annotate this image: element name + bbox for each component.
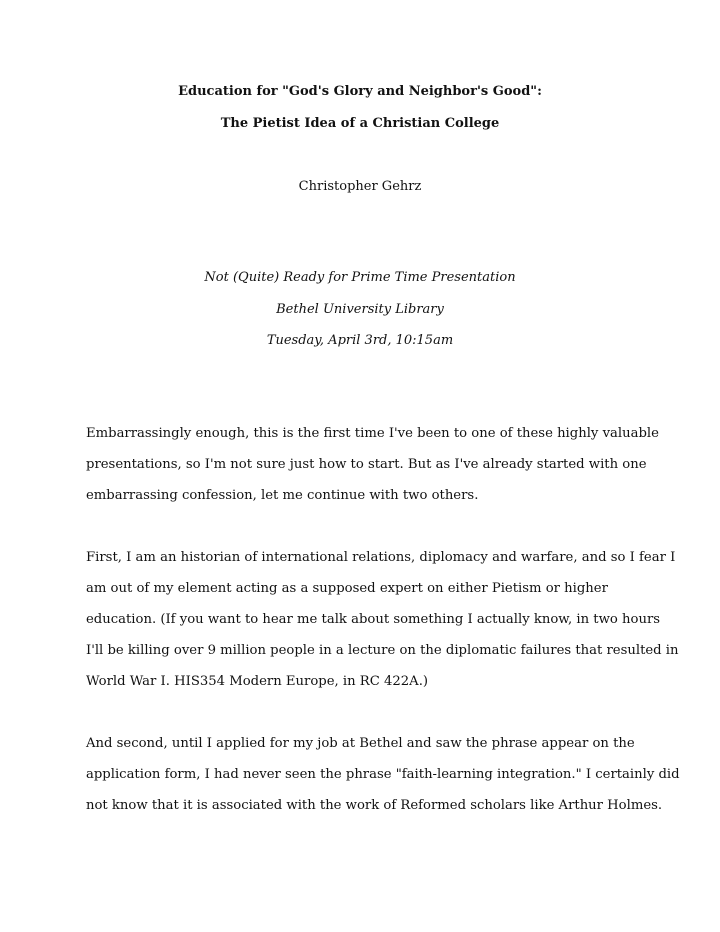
paragraph-2-line-4: I'll be killing over 9 million people in a lecture on the diplomatic failures that resulted in	[86, 643, 679, 658]
paragraph-3-line-2: application form, I had never seen the phrase "faith-learning integration." I certainly did	[86, 767, 680, 782]
paragraph-3-line-3: not know that it is associated with the work of Reformed scholars like Arthur Holmes.	[86, 798, 663, 813]
venue-date: Tuesday, April 3rd, 10:15am	[266, 333, 454, 348]
paragraph-1-line-2: presentations, so I'm not sure just how to start. But as I've already started with one	[86, 457, 647, 472]
paragraph-2-line-5: World War I. HIS354 Modern Europe, in RC 422A.)	[86, 674, 429, 689]
paragraph-3-line-1: And second, until I applied for my job at Bethel and saw the phrase appear on the	[86, 736, 635, 751]
paragraph-2-line-1: First, I am an historian of international relations, diplomacy and warfare, and so I fear I	[86, 550, 676, 565]
venue-location: Bethel University Library	[276, 302, 444, 317]
author-name: Christopher Gehrz	[298, 179, 422, 194]
paragraph-2-line-3: education. (If you want to hear me talk about something I actually know, in two hours	[86, 612, 661, 627]
paragraph-1-line-3: embarrassing confession, let me continue with two others.	[86, 488, 479, 503]
paragraph-1-line-1: Embarrassingly enough, this is the first time I've been to one of these highly valuable	[86, 426, 659, 441]
title-line-2: The Pietist Idea of a Christian College	[220, 116, 500, 131]
venue-event: Not (Quite) Ready for Prime Time Presentation	[204, 270, 516, 285]
paragraph-2-line-2: am out of my element acting as a supposed expert on either Pietism or higher	[86, 581, 608, 596]
title-line-1: Education for "God's Glory and Neighbor's Good":	[178, 84, 542, 99]
